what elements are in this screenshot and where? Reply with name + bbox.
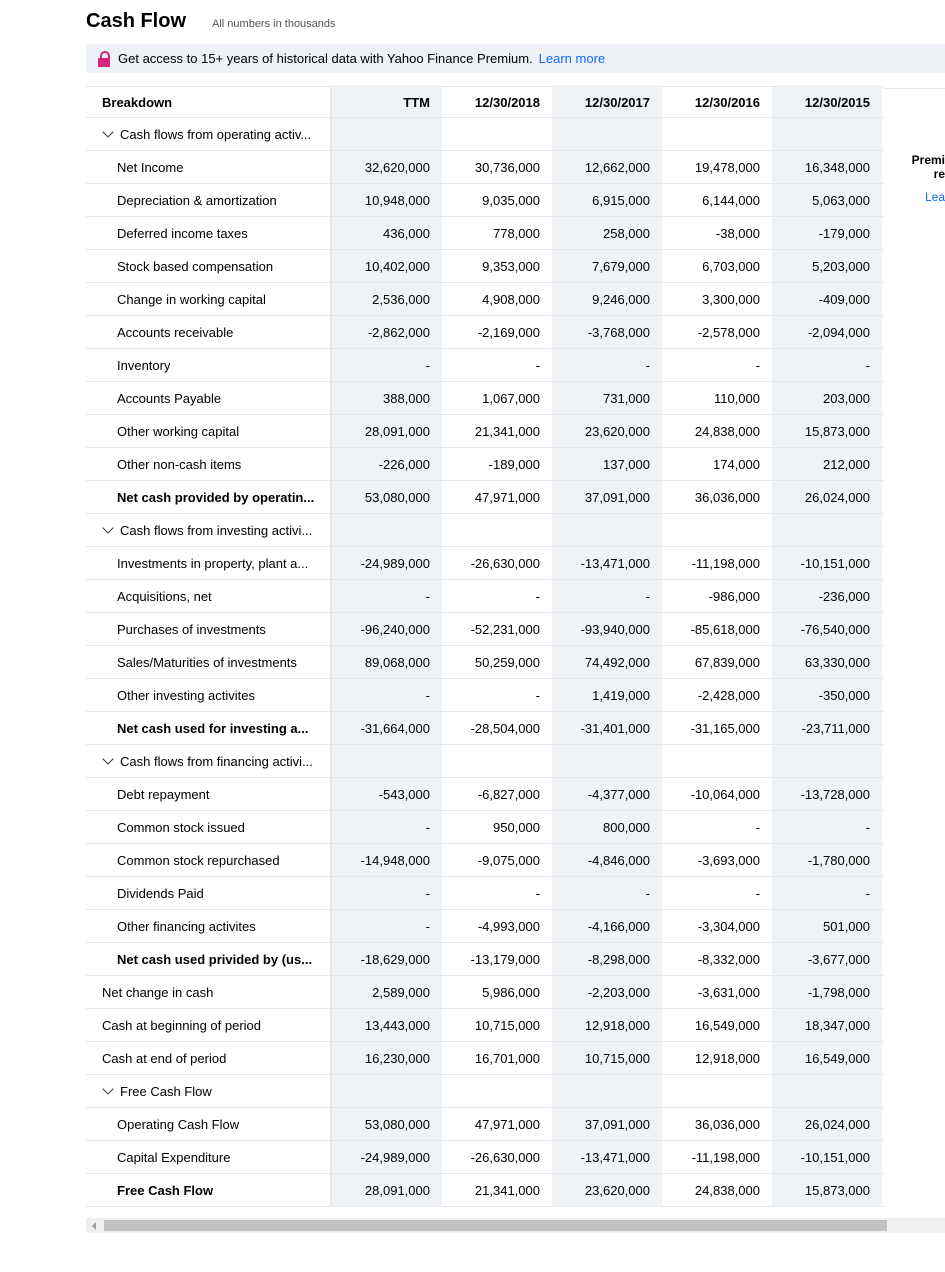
value-cell: - — [755, 819, 760, 835]
value-cell: -2,428,000 — [697, 687, 760, 703]
row-label-text: Acquisitions, net — [117, 588, 212, 604]
header-2017: 12/30/2017 — [552, 87, 662, 117]
value-cell: 203,000 — [772, 382, 882, 414]
scroll-left-icon[interactable] — [92, 1222, 96, 1230]
value-cell: 18,347,000 — [772, 1009, 882, 1041]
row-label-text: Cash flows from investing activi... — [120, 522, 313, 538]
value-cell — [552, 745, 662, 777]
value-cell: 436,000 — [332, 217, 442, 249]
value-cell: 1,067,000 — [482, 390, 540, 406]
table-row — [86, 151, 884, 184]
value-cell: -28,504,000 — [470, 720, 540, 736]
value-cell: 89,068,000 — [332, 646, 442, 678]
table-row — [86, 184, 884, 217]
value-cell: -23,711,000 — [772, 712, 882, 744]
value-cell — [662, 118, 772, 150]
value-cell: 4,908,000 — [482, 291, 540, 307]
value-cell — [662, 514, 772, 546]
row-label-text: Dividends Paid — [117, 885, 204, 901]
value-cell: -409,000 — [772, 283, 882, 315]
value-cell: 32,620,000 — [332, 151, 442, 183]
value-cell: 6,703,000 — [702, 258, 760, 274]
value-cell: 9,353,000 — [482, 258, 540, 274]
value-cell — [772, 745, 882, 777]
value-cell — [552, 514, 662, 546]
row-label-text: Net Income — [117, 159, 184, 175]
horizontal-scrollbar[interactable] — [86, 1218, 945, 1233]
row-label-text: Net cash used privided by (us... — [117, 951, 313, 967]
row-label — [86, 679, 332, 711]
value-cell — [662, 745, 772, 777]
value-cell: 12,918,000 — [694, 1050, 760, 1066]
value-cell: -4,377,000 — [552, 778, 662, 810]
row-label-text: Stock based compensation — [117, 258, 274, 274]
value-cell: -8,332,000 — [697, 951, 760, 967]
value-cell: 2,589,000 — [332, 976, 442, 1008]
value-cell: 6,915,000 — [552, 184, 662, 216]
table-row — [86, 448, 884, 481]
value-cell: - — [332, 877, 442, 909]
row-label — [86, 316, 332, 348]
value-cell — [552, 118, 662, 150]
value-cell: 30,736,000 — [474, 159, 540, 175]
value-cell: -3,693,000 — [697, 852, 760, 868]
header-2016: 12/30/2016 — [694, 94, 760, 110]
value-cell: - — [535, 687, 540, 703]
value-cell — [772, 1075, 882, 1107]
cash-flow-table — [86, 86, 884, 1207]
value-cell — [442, 118, 552, 150]
value-cell: - — [332, 811, 442, 843]
value-cell: -93,940,000 — [552, 613, 662, 645]
chevron-down-icon[interactable] — [102, 522, 113, 533]
value-cell: -236,000 — [772, 580, 882, 612]
table-row — [86, 1141, 884, 1174]
value-cell: -10,151,000 — [772, 1141, 882, 1173]
row-label-text: Net change in cash — [102, 984, 214, 1000]
value-cell: -3,304,000 — [697, 918, 760, 934]
value-cell: 67,839,000 — [694, 654, 760, 670]
value-cell: 731,000 — [552, 382, 662, 414]
table-row — [86, 481, 884, 514]
row-label — [86, 613, 332, 645]
row-label — [86, 382, 332, 414]
row-label — [86, 712, 332, 744]
table-row — [86, 1174, 884, 1207]
page-header — [86, 10, 336, 33]
row-label — [86, 151, 332, 183]
value-cell: -3,631,000 — [697, 984, 760, 1000]
value-cell: - — [332, 580, 442, 612]
value-cell: - — [772, 877, 882, 909]
value-cell: 15,873,000 — [772, 415, 882, 447]
row-label-text: Debt repayment — [117, 786, 210, 802]
value-cell: 28,091,000 — [332, 1174, 442, 1206]
value-cell: -31,401,000 — [552, 712, 662, 744]
value-cell: -11,198,000 — [691, 1149, 760, 1165]
row-label-text: Net cash used for investing a... — [117, 720, 309, 736]
header-2015: 12/30/2015 — [772, 87, 882, 117]
row-label — [86, 184, 332, 216]
header-breakdown: Breakdown — [86, 87, 332, 117]
table-row — [86, 580, 884, 613]
value-cell — [332, 1075, 442, 1107]
value-cell: 19,478,000 — [694, 159, 760, 175]
table-row — [86, 910, 884, 943]
learn-more-link[interactable]: Learn more — [538, 51, 606, 66]
value-cell — [442, 514, 552, 546]
value-cell: 174,000 — [713, 456, 760, 472]
row-label-text: Purchases of investments — [117, 621, 266, 637]
value-cell: 6,144,000 — [702, 192, 760, 208]
table-row — [86, 844, 884, 877]
row-label — [86, 283, 332, 315]
value-cell: - — [535, 588, 540, 604]
value-cell: 2,536,000 — [332, 283, 442, 315]
value-cell: 5,203,000 — [772, 250, 882, 282]
row-label-text: Other investing activites — [117, 687, 256, 703]
value-cell: - — [552, 877, 662, 909]
value-cell — [552, 1075, 662, 1107]
value-cell: -4,993,000 — [477, 918, 540, 934]
value-cell: - — [535, 357, 540, 373]
row-label — [86, 1009, 332, 1041]
value-cell: -2,169,000 — [477, 324, 540, 340]
value-cell: 10,715,000 — [552, 1042, 662, 1074]
table-row — [86, 382, 884, 415]
value-cell: -4,846,000 — [552, 844, 662, 876]
value-cell: 37,091,000 — [552, 481, 662, 513]
table-row — [86, 646, 884, 679]
value-cell: 24,838,000 — [694, 423, 760, 439]
value-cell: 26,024,000 — [772, 481, 882, 513]
row-label-text: Common stock issued — [117, 819, 245, 835]
value-cell: 950,000 — [493, 819, 540, 835]
row-label-text: Net cash provided by operatin... — [117, 489, 315, 505]
row-label — [86, 1174, 332, 1206]
section-row[interactable] — [86, 118, 884, 151]
table-row — [86, 811, 884, 844]
value-cell: 800,000 — [552, 811, 662, 843]
value-cell: 9,246,000 — [552, 283, 662, 315]
row-label-text: Free Cash Flow — [117, 1182, 214, 1198]
row-label-text: Common stock repurchased — [117, 852, 280, 868]
row-label-text: Capital Expenditure — [117, 1149, 231, 1165]
row-label[interactable] — [86, 118, 332, 150]
value-cell: 26,024,000 — [772, 1108, 882, 1140]
value-cell: -52,231,000 — [470, 621, 540, 637]
chevron-down-icon[interactable] — [102, 753, 113, 764]
row-label — [86, 547, 332, 579]
value-cell: 9,035,000 — [482, 192, 540, 208]
row-label-text: Free Cash Flow — [120, 1083, 212, 1099]
value-cell: -13,728,000 — [772, 778, 882, 810]
table-row — [86, 613, 884, 646]
row-label[interactable] — [86, 745, 332, 777]
premium-banner — [86, 44, 945, 73]
value-cell: -96,240,000 — [332, 613, 442, 645]
value-cell: -85,618,000 — [690, 621, 760, 637]
value-cell: 16,230,000 — [332, 1042, 442, 1074]
table-row — [86, 250, 884, 283]
table-row — [86, 217, 884, 250]
value-cell: 7,679,000 — [552, 250, 662, 282]
row-label — [86, 811, 332, 843]
value-cell: - — [755, 357, 760, 373]
table-row — [86, 679, 884, 712]
value-cell: 36,036,000 — [694, 1116, 760, 1132]
table-row — [86, 1108, 884, 1141]
row-label — [86, 250, 332, 282]
header-2018: 12/30/2018 — [474, 94, 540, 110]
row-label-text: Deferred income taxes — [117, 225, 248, 241]
row-label-text: Other financing activites — [117, 918, 256, 934]
value-cell — [332, 745, 442, 777]
row-label-text: Cash flows from operating activ... — [120, 126, 312, 142]
value-cell: -8,298,000 — [552, 943, 662, 975]
table-row — [86, 976, 884, 1009]
value-cell: 778,000 — [493, 225, 540, 241]
value-cell: -2,578,000 — [697, 324, 760, 340]
value-cell: -24,989,000 — [332, 547, 442, 579]
value-cell: -4,166,000 — [552, 910, 662, 942]
row-label — [86, 976, 332, 1008]
value-cell: -2,862,000 — [332, 316, 442, 348]
value-cell: -9,075,000 — [477, 852, 540, 868]
value-cell: -31,664,000 — [332, 712, 442, 744]
value-cell: 258,000 — [552, 217, 662, 249]
value-cell: 16,549,000 — [772, 1042, 882, 1074]
value-cell: 28,091,000 — [332, 415, 442, 447]
value-cell: - — [332, 349, 442, 381]
value-cell: 10,715,000 — [474, 1017, 540, 1033]
value-cell: -179,000 — [772, 217, 882, 249]
value-cell: -350,000 — [772, 679, 882, 711]
value-cell: -10,064,000 — [690, 786, 760, 802]
value-cell: -11,198,000 — [691, 555, 760, 571]
value-cell: 24,838,000 — [694, 1182, 760, 1198]
value-cell: -3,768,000 — [552, 316, 662, 348]
value-cell: -6,827,000 — [477, 786, 540, 802]
row-label-text: Cash flows from financing activi... — [120, 753, 313, 769]
value-cell: 16,701,000 — [474, 1050, 540, 1066]
value-cell: 5,986,000 — [482, 984, 540, 1000]
value-cell: 16,348,000 — [772, 151, 882, 183]
value-cell: - — [552, 349, 662, 381]
value-cell: 50,259,000 — [474, 654, 540, 670]
value-cell: 3,300,000 — [702, 291, 760, 307]
row-label — [86, 349, 332, 381]
value-cell: 53,080,000 — [332, 481, 442, 513]
value-cell — [442, 745, 552, 777]
value-cell: -26,630,000 — [470, 1149, 540, 1165]
value-cell: 10,948,000 — [332, 184, 442, 216]
value-cell: 10,402,000 — [332, 250, 442, 282]
value-cell: -189,000 — [488, 456, 540, 472]
row-label — [86, 448, 332, 480]
side-panel-link[interactable]: Lea — [924, 190, 945, 204]
table-row — [86, 349, 884, 382]
premium-side-panel — [884, 88, 945, 1209]
row-label — [86, 580, 332, 612]
value-cell: 23,620,000 — [552, 415, 662, 447]
chevron-down-icon[interactable] — [102, 1083, 113, 1094]
value-cell: 36,036,000 — [694, 489, 760, 505]
value-cell: 16,549,000 — [694, 1017, 760, 1033]
side-panel-line2: re — [933, 167, 945, 181]
row-label[interactable] — [86, 514, 332, 546]
row-label — [86, 778, 332, 810]
row-label[interactable] — [86, 1075, 332, 1107]
value-cell: 13,443,000 — [332, 1009, 442, 1041]
row-label-text: Change in working capital — [117, 291, 266, 307]
value-cell: -76,540,000 — [772, 613, 882, 645]
table-row — [86, 283, 884, 316]
value-cell: -38,000 — [715, 225, 760, 241]
value-cell: 501,000 — [772, 910, 882, 942]
value-cell — [332, 514, 442, 546]
value-cell: 63,330,000 — [772, 646, 882, 678]
section-row[interactable] — [86, 1075, 884, 1108]
value-cell: -543,000 — [332, 778, 442, 810]
value-cell: 110,000 — [713, 390, 760, 406]
row-label-text: Operating Cash Flow — [117, 1116, 240, 1132]
value-cell: - — [772, 349, 882, 381]
value-cell: - — [332, 910, 442, 942]
value-cell — [332, 118, 442, 150]
banner-text: Get access to 15+ years of historical data with Yahoo Finance Premium. — [118, 51, 533, 66]
value-cell: -3,677,000 — [772, 943, 882, 975]
section-row[interactable] — [86, 514, 884, 547]
row-label-text: Depreciation & amortization — [117, 192, 277, 208]
table-row — [86, 547, 884, 580]
table-header-row — [86, 86, 884, 118]
value-cell: 47,971,000 — [474, 489, 540, 505]
row-label — [86, 943, 332, 975]
table-row — [86, 415, 884, 448]
value-cell: 21,341,000 — [474, 423, 540, 439]
row-label — [86, 646, 332, 678]
row-label-text: Other non-cash items — [117, 456, 242, 472]
row-label-text: Accounts receivable — [117, 324, 234, 340]
value-cell: 12,662,000 — [552, 151, 662, 183]
value-cell: - — [552, 580, 662, 612]
value-cell: -31,165,000 — [690, 720, 760, 736]
row-label — [86, 217, 332, 249]
chevron-down-icon[interactable] — [102, 126, 113, 137]
row-label — [86, 481, 332, 513]
value-cell — [772, 118, 882, 150]
value-cell: -1,798,000 — [772, 976, 882, 1008]
value-cell: -1,780,000 — [772, 844, 882, 876]
table-row — [86, 1009, 884, 1042]
value-cell: - — [755, 885, 760, 901]
value-cell: 1,419,000 — [552, 679, 662, 711]
value-cell: -226,000 — [332, 448, 442, 480]
value-cell: 37,091,000 — [552, 1108, 662, 1140]
row-label-text: Investments in property, plant a... — [117, 555, 309, 571]
value-cell: 12,918,000 — [552, 1009, 662, 1041]
row-label-text: Other working capital — [117, 423, 240, 439]
row-label — [86, 910, 332, 942]
value-cell: - — [535, 885, 540, 901]
scroll-thumb[interactable] — [104, 1220, 887, 1231]
lock-icon — [96, 51, 112, 67]
header-ttm: TTM — [332, 87, 442, 117]
value-cell: -986,000 — [708, 588, 760, 604]
value-cell: 21,341,000 — [474, 1182, 540, 1198]
side-panel-line1: Premi — [911, 153, 945, 167]
value-cell: -13,179,000 — [470, 951, 540, 967]
row-label — [86, 877, 332, 909]
value-cell: - — [332, 679, 442, 711]
table-row — [86, 712, 884, 745]
value-cell: 23,620,000 — [552, 1174, 662, 1206]
row-label — [86, 844, 332, 876]
page-title: Cash Flow — [86, 10, 187, 32]
value-cell: 388,000 — [332, 382, 442, 414]
value-cell: -2,203,000 — [552, 976, 662, 1008]
value-cell: -24,989,000 — [332, 1141, 442, 1173]
value-cell — [772, 514, 882, 546]
value-cell: -26,630,000 — [470, 555, 540, 571]
value-cell — [442, 1075, 552, 1107]
value-cell: 5,063,000 — [772, 184, 882, 216]
row-label — [86, 415, 332, 447]
value-cell: -13,471,000 — [552, 1141, 662, 1173]
value-cell — [662, 1075, 772, 1107]
row-label-text: Inventory — [117, 357, 171, 373]
value-cell: 15,873,000 — [772, 1174, 882, 1206]
row-label — [86, 1141, 332, 1173]
value-cell: -18,629,000 — [332, 943, 442, 975]
value-cell: - — [772, 811, 882, 843]
section-row[interactable] — [86, 745, 884, 778]
page-subtitle: All numbers in thousands — [212, 18, 336, 30]
table-row — [86, 1042, 884, 1075]
value-cell: -10,151,000 — [772, 547, 882, 579]
row-label — [86, 1108, 332, 1140]
row-label-text: Sales/Maturities of investments — [117, 654, 297, 670]
row-label — [86, 1042, 332, 1074]
value-cell: 137,000 — [552, 448, 662, 480]
row-label-text: Accounts Payable — [117, 390, 222, 406]
value-cell: 47,971,000 — [474, 1116, 540, 1132]
row-label-text: Cash at beginning of period — [102, 1017, 262, 1033]
value-cell: 74,492,000 — [552, 646, 662, 678]
table-row — [86, 316, 884, 349]
table-row — [86, 778, 884, 811]
value-cell: -13,471,000 — [552, 547, 662, 579]
table-row — [86, 943, 884, 976]
value-cell: 53,080,000 — [332, 1108, 442, 1140]
value-cell: 212,000 — [772, 448, 882, 480]
table-row — [86, 877, 884, 910]
row-label-text: Cash at end of period — [102, 1050, 227, 1066]
value-cell: -14,948,000 — [332, 844, 442, 876]
value-cell: -2,094,000 — [772, 316, 882, 348]
